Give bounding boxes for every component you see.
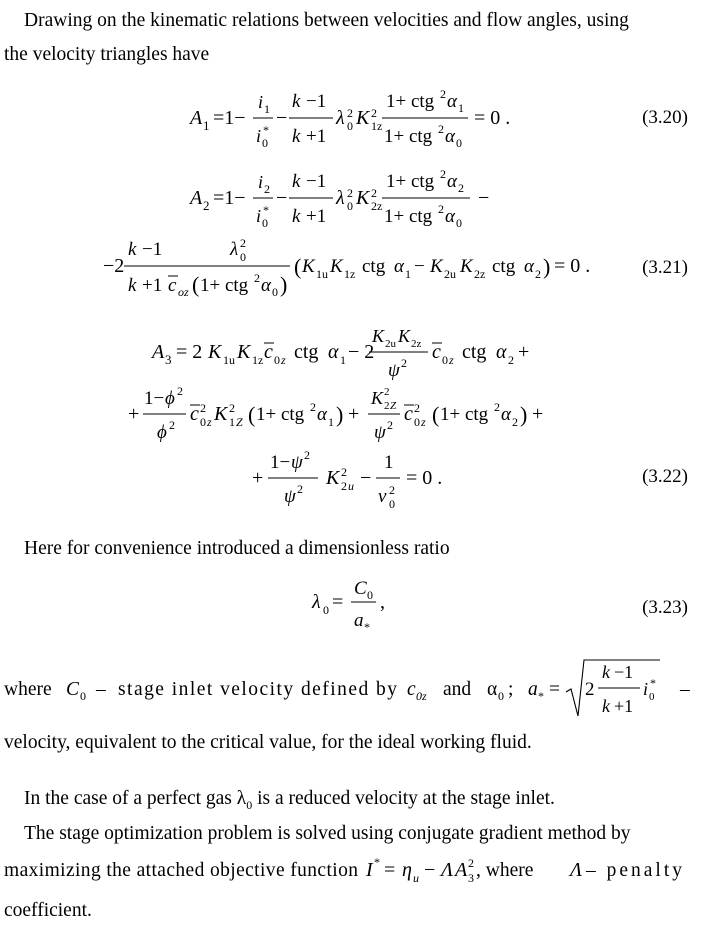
dash-1: – bbox=[96, 679, 106, 700]
svg-text:1+ ctg: 1+ ctg bbox=[386, 171, 435, 192]
svg-text:+1: +1 bbox=[142, 275, 163, 296]
svg-text:2z: 2z bbox=[371, 199, 383, 213]
svg-text:α: α bbox=[501, 404, 511, 425]
svg-text:): ) bbox=[336, 402, 344, 427]
svg-text:,: , bbox=[380, 591, 385, 613]
paragraph-4 bbox=[24, 787, 555, 817]
svg-text:2: 2 bbox=[387, 418, 393, 432]
svg-text:0: 0 bbox=[262, 216, 268, 230]
svg-text:*: * bbox=[263, 203, 269, 217]
where-text: , where bbox=[476, 860, 534, 881]
svg-text:K: K bbox=[356, 187, 370, 209]
svg-text:oz: oz bbox=[178, 285, 189, 299]
paragraph-1-line-2: the velocity triangles have bbox=[4, 44, 210, 65]
svg-text:1: 1 bbox=[384, 452, 394, 473]
svg-text:2: 2 bbox=[297, 482, 303, 496]
svg-text:−: − bbox=[276, 187, 288, 209]
svg-text:1+ ctg: 1+ ctg bbox=[440, 404, 489, 425]
svg-text:K: K bbox=[302, 256, 315, 277]
semicolon: ; bbox=[508, 679, 514, 700]
svg-text:−: − bbox=[276, 107, 288, 129]
svg-text:ctg: ctg bbox=[294, 341, 319, 363]
svg-text:Λ: Λ bbox=[570, 859, 583, 881]
astar-subscript: * bbox=[538, 689, 544, 703]
svg-text:2u: 2u bbox=[444, 267, 456, 281]
c0-symbol: C bbox=[66, 679, 80, 700]
svg-text:K: K bbox=[208, 341, 222, 363]
svg-text:0: 0 bbox=[456, 136, 462, 150]
svg-text:2: 2 bbox=[371, 186, 377, 200]
svg-text:α: α bbox=[445, 206, 455, 227]
svg-text:+: + bbox=[518, 341, 530, 363]
svg-text:ϕ: ϕ bbox=[157, 422, 167, 443]
svg-text:2: 2 bbox=[389, 483, 395, 497]
svg-text:+: + bbox=[252, 467, 264, 489]
svg-text:K: K bbox=[372, 326, 385, 346]
svg-text:z: z bbox=[421, 415, 426, 429]
svg-text:1: 1 bbox=[340, 353, 346, 367]
svg-text:0: 0 bbox=[442, 353, 448, 367]
paragraph-5-line-3: coefficient. bbox=[4, 900, 92, 921]
svg-text:1z: 1z bbox=[371, 119, 383, 133]
svg-text:2: 2 bbox=[254, 271, 260, 285]
svg-text:=: = bbox=[332, 591, 344, 613]
svg-text:α: α bbox=[261, 275, 271, 296]
svg-text:−1: −1 bbox=[306, 91, 327, 112]
svg-text:ψ: ψ bbox=[374, 422, 386, 443]
svg-text:1: 1 bbox=[458, 101, 464, 115]
svg-text:*: * bbox=[374, 855, 380, 869]
svg-text:i: i bbox=[256, 206, 262, 226]
svg-text:c: c bbox=[432, 341, 441, 363]
svg-text:−: − bbox=[414, 256, 425, 277]
svg-text:c: c bbox=[168, 275, 177, 296]
svg-text:2: 2 bbox=[347, 106, 353, 120]
svg-text:1: 1 bbox=[229, 415, 235, 429]
svg-text:−: − bbox=[360, 467, 372, 489]
equation-number-3-22: (3.22) bbox=[642, 466, 688, 487]
svg-text:1+ ctg: 1+ ctg bbox=[384, 206, 433, 227]
svg-text:α: α bbox=[317, 404, 327, 425]
svg-text:(: ( bbox=[294, 254, 302, 279]
equation-3-22-line-1 bbox=[0, 316, 710, 382]
svg-text:λ: λ bbox=[230, 239, 239, 260]
svg-text:2: 2 bbox=[177, 384, 183, 398]
svg-text:α: α bbox=[447, 91, 457, 112]
svg-text:2u: 2u bbox=[385, 338, 396, 350]
svg-text:2: 2 bbox=[384, 400, 390, 412]
svg-text:Λ: Λ bbox=[441, 859, 454, 881]
dash-2: – bbox=[680, 679, 690, 700]
svg-text:z: z bbox=[207, 415, 212, 429]
svg-text:= 0 .: = 0 . bbox=[474, 107, 511, 129]
svg-text:K: K bbox=[398, 326, 411, 346]
svg-text:ψ: ψ bbox=[291, 452, 303, 473]
svg-text:0: 0 bbox=[389, 497, 395, 511]
svg-text:α: α bbox=[445, 126, 455, 147]
svg-text:i: i bbox=[643, 679, 649, 699]
svg-text:2: 2 bbox=[347, 186, 353, 200]
svg-text:2: 2 bbox=[200, 401, 206, 415]
svg-text:z: z bbox=[449, 353, 454, 367]
svg-text:1: 1 bbox=[405, 267, 411, 281]
svg-text:2z: 2z bbox=[411, 338, 422, 350]
svg-text:K: K bbox=[460, 256, 473, 277]
svg-text:c: c bbox=[264, 341, 273, 363]
svg-text:ϕ: ϕ bbox=[165, 388, 175, 409]
astar-symbol: a bbox=[528, 679, 538, 700]
svg-text:0: 0 bbox=[649, 691, 655, 703]
svg-text:+1: +1 bbox=[614, 696, 634, 716]
svg-text:k: k bbox=[602, 662, 610, 682]
svg-text:η: η bbox=[402, 859, 412, 881]
equation-3-20 bbox=[0, 80, 710, 170]
svg-text:(: ( bbox=[192, 272, 200, 297]
svg-text:a: a bbox=[354, 610, 364, 631]
svg-text:): ) bbox=[543, 254, 551, 279]
svg-text:2: 2 bbox=[264, 182, 270, 196]
svg-text:2: 2 bbox=[384, 386, 390, 398]
where-word: where bbox=[4, 679, 52, 700]
svg-text:0: 0 bbox=[323, 603, 329, 617]
svg-text:α: α bbox=[447, 171, 457, 192]
svg-text:*: * bbox=[650, 676, 656, 690]
svg-text:Z: Z bbox=[390, 400, 397, 412]
svg-text:0: 0 bbox=[347, 119, 353, 133]
svg-text:3: 3 bbox=[468, 871, 474, 885]
svg-text:i: i bbox=[258, 172, 264, 192]
penalty-text: – penalty bbox=[586, 860, 682, 881]
svg-text:k: k bbox=[128, 275, 137, 296]
paragraph-4-lead: In the case of a perfect gas bbox=[24, 788, 232, 809]
alpha0-symbol: α bbox=[487, 679, 498, 700]
c0z-symbol: c bbox=[407, 679, 416, 700]
svg-text:1+ ctg: 1+ ctg bbox=[200, 275, 249, 296]
paragraph-5-line-2 bbox=[0, 850, 710, 890]
equation-number-3-20: (3.20) bbox=[642, 107, 688, 128]
svg-text:0: 0 bbox=[274, 353, 280, 367]
svg-text:ν: ν bbox=[378, 486, 387, 507]
svg-text:1z: 1z bbox=[252, 353, 264, 367]
paragraph-2: Here for convenience introduced a dimensionless ratio bbox=[24, 538, 450, 559]
alpha0-subscript: 0 bbox=[498, 689, 504, 703]
svg-text:ctg: ctg bbox=[462, 341, 487, 363]
svg-text:ψ: ψ bbox=[284, 486, 296, 507]
svg-text:−1: −1 bbox=[142, 239, 163, 260]
svg-text:1+ ctg: 1+ ctg bbox=[384, 126, 433, 147]
paragraph-1-line-1: Drawing on the kinematic relations between velocities and flow angles, using bbox=[24, 10, 629, 31]
svg-text:c: c bbox=[404, 403, 413, 425]
svg-text:1+ ctg: 1+ ctg bbox=[256, 404, 305, 425]
svg-text:): ) bbox=[280, 272, 288, 297]
svg-text:2: 2 bbox=[438, 122, 444, 136]
svg-text:3: 3 bbox=[165, 352, 172, 367]
svg-text:k: k bbox=[602, 696, 610, 716]
svg-text:2: 2 bbox=[512, 415, 518, 429]
paragraph-4-tail: is a reduced velocity at the stage inlet. bbox=[257, 788, 555, 809]
svg-text:u: u bbox=[348, 479, 354, 493]
svg-text:−1: −1 bbox=[306, 171, 327, 192]
svg-text:=: = bbox=[384, 859, 396, 881]
svg-text:− 2: − 2 bbox=[348, 341, 375, 363]
paragraph-5-line-1: The stage optimization problem is solved using conjugate gradient method by bbox=[24, 823, 631, 844]
svg-text:= 0 .: = 0 . bbox=[554, 255, 591, 277]
svg-text:): ) bbox=[520, 402, 528, 427]
svg-text:2: 2 bbox=[401, 356, 407, 370]
svg-text:λ: λ bbox=[312, 591, 321, 613]
svg-text:=: = bbox=[549, 679, 560, 700]
equation-3-22-line-3 bbox=[0, 446, 710, 516]
svg-text:2: 2 bbox=[535, 267, 541, 281]
paragraph-3-line-2: velocity, equivalent to the critical value, for the ideal working fluid. bbox=[4, 732, 532, 753]
svg-text:+1: +1 bbox=[306, 206, 327, 227]
svg-text:I: I bbox=[366, 859, 373, 881]
svg-text:2: 2 bbox=[304, 448, 310, 462]
svg-text:2: 2 bbox=[169, 418, 175, 432]
svg-text:0: 0 bbox=[240, 250, 246, 264]
svg-text:2: 2 bbox=[440, 167, 446, 181]
svg-text:0: 0 bbox=[262, 136, 268, 150]
svg-text:2: 2 bbox=[371, 106, 377, 120]
svg-text:K: K bbox=[330, 256, 343, 277]
svg-text:0: 0 bbox=[272, 285, 278, 299]
svg-text:−: − bbox=[478, 187, 490, 209]
svg-text:Z: Z bbox=[236, 415, 243, 429]
svg-text:α: α bbox=[394, 256, 404, 277]
svg-text:K: K bbox=[430, 256, 443, 277]
objective-function-text: maximizing the attached objective function bbox=[4, 860, 358, 881]
svg-text:1−: 1− bbox=[270, 452, 291, 473]
svg-text:= 2: = 2 bbox=[176, 341, 203, 363]
lambda-letter: λ bbox=[236, 788, 247, 809]
svg-text:+: + bbox=[532, 403, 544, 425]
svg-text:1: 1 bbox=[328, 415, 334, 429]
svg-text:1u: 1u bbox=[223, 353, 235, 367]
svg-text:2: 2 bbox=[341, 479, 347, 493]
c0z-subscript: 0z bbox=[416, 689, 427, 703]
svg-text:=1−: =1− bbox=[213, 107, 246, 129]
svg-text:1z: 1z bbox=[344, 267, 356, 281]
svg-text:+: + bbox=[128, 403, 140, 425]
svg-text:k: k bbox=[292, 91, 301, 112]
svg-text:0: 0 bbox=[414, 415, 420, 429]
svg-text:2: 2 bbox=[458, 181, 464, 195]
svg-text:2: 2 bbox=[203, 198, 210, 213]
svg-text:(: ( bbox=[248, 402, 256, 427]
svg-text:2: 2 bbox=[310, 400, 316, 414]
svg-text:u: u bbox=[413, 871, 419, 885]
svg-text:A: A bbox=[190, 187, 203, 209]
and-word: and bbox=[443, 679, 472, 700]
svg-text:=1−: =1− bbox=[213, 187, 246, 209]
svg-text:A: A bbox=[455, 859, 468, 881]
svg-text:1: 1 bbox=[264, 102, 270, 116]
svg-text:2: 2 bbox=[585, 679, 595, 700]
svg-text:2: 2 bbox=[494, 400, 500, 414]
svg-text:*: * bbox=[263, 123, 269, 137]
svg-text:z: z bbox=[281, 353, 286, 367]
equation-number-3-21: (3.21) bbox=[642, 257, 688, 278]
svg-text:2: 2 bbox=[438, 202, 444, 216]
svg-text:2z: 2z bbox=[474, 267, 486, 281]
svg-text:= 0 .: = 0 . bbox=[406, 467, 443, 489]
paragraph-3-line-1 bbox=[0, 650, 710, 726]
svg-text:C: C bbox=[354, 578, 367, 599]
svg-text:k: k bbox=[292, 126, 301, 147]
equation-3-22-line-2 bbox=[0, 382, 710, 448]
svg-text:α: α bbox=[496, 341, 507, 363]
svg-text:−1: −1 bbox=[614, 662, 634, 682]
svg-text:λ: λ bbox=[336, 107, 345, 129]
svg-text:i: i bbox=[256, 126, 262, 146]
svg-text:K: K bbox=[237, 341, 251, 363]
svg-text:k: k bbox=[128, 239, 137, 260]
svg-text:+1: +1 bbox=[306, 126, 327, 147]
svg-text:ctg: ctg bbox=[362, 256, 386, 277]
svg-text:K: K bbox=[214, 403, 228, 425]
svg-text:i: i bbox=[258, 92, 264, 112]
equation-number-3-23: (3.23) bbox=[642, 597, 688, 618]
svg-text:*: * bbox=[364, 620, 370, 634]
svg-text:k: k bbox=[292, 206, 301, 227]
svg-text:A: A bbox=[190, 107, 203, 129]
svg-text:λ: λ bbox=[336, 187, 345, 209]
svg-text:α: α bbox=[524, 256, 534, 277]
equation-3-21-line-2 bbox=[0, 236, 710, 306]
svg-text:ctg: ctg bbox=[492, 256, 516, 277]
svg-text:0: 0 bbox=[456, 216, 462, 230]
svg-text:0: 0 bbox=[200, 415, 206, 429]
svg-text:−2: −2 bbox=[103, 255, 125, 277]
svg-text:0: 0 bbox=[347, 199, 353, 213]
svg-text:ψ: ψ bbox=[388, 360, 400, 381]
svg-text:k: k bbox=[292, 171, 301, 192]
svg-text:−: − bbox=[424, 859, 436, 881]
svg-text:2: 2 bbox=[508, 353, 514, 367]
lambda0-symbol bbox=[236, 788, 253, 812]
svg-text:2: 2 bbox=[229, 401, 235, 415]
svg-text:2: 2 bbox=[440, 87, 446, 101]
equation-3-21-line-1 bbox=[0, 167, 710, 240]
svg-text:1+ ctg: 1+ ctg bbox=[386, 91, 435, 112]
svg-text:0: 0 bbox=[367, 588, 373, 602]
svg-text:2: 2 bbox=[341, 465, 347, 479]
svg-text:c: c bbox=[190, 403, 199, 425]
svg-text:α: α bbox=[328, 341, 339, 363]
svg-text:K: K bbox=[356, 107, 370, 129]
svg-text:1u: 1u bbox=[316, 267, 328, 281]
svg-text:K: K bbox=[326, 467, 340, 489]
lambda-subscript: 0 bbox=[246, 797, 253, 812]
svg-text:1: 1 bbox=[203, 118, 210, 133]
svg-text:A: A bbox=[152, 341, 165, 363]
svg-text:2: 2 bbox=[414, 401, 420, 415]
svg-text:K: K bbox=[371, 388, 384, 408]
svg-text:(: ( bbox=[432, 402, 440, 427]
equation-3-23 bbox=[0, 574, 710, 640]
stage-inlet-text: stage inlet velocity defined by bbox=[118, 679, 397, 700]
svg-text:2: 2 bbox=[468, 856, 474, 870]
c0-subscript: 0 bbox=[80, 689, 86, 703]
svg-text:+: + bbox=[348, 403, 360, 425]
svg-text:2: 2 bbox=[240, 236, 246, 250]
svg-text:1−: 1− bbox=[144, 388, 165, 409]
